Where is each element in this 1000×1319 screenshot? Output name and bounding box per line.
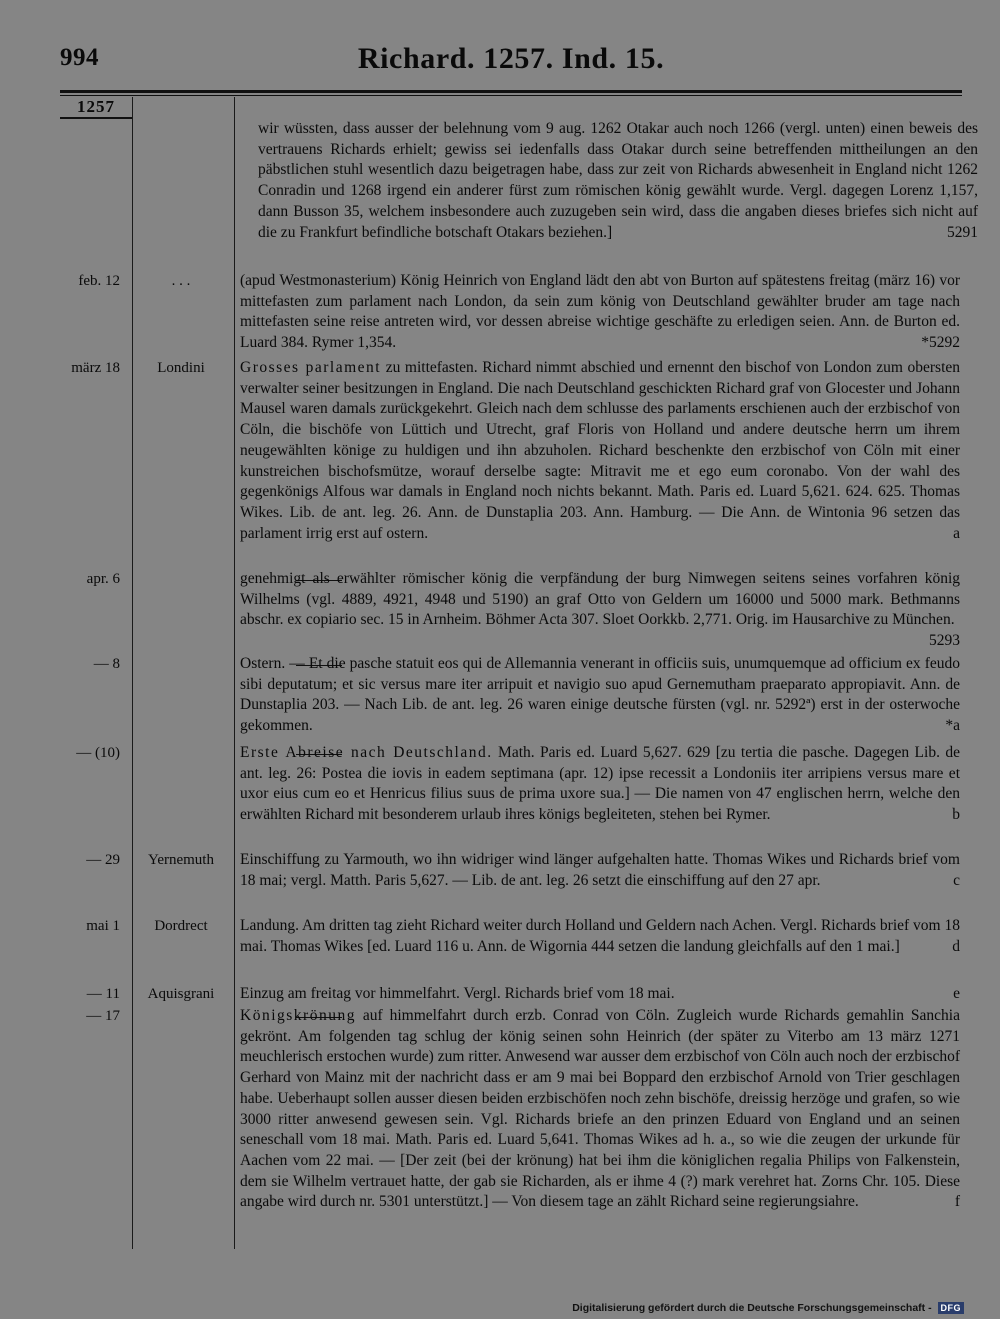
column-divider-place	[234, 97, 235, 1249]
entry-date: — 17	[86, 1008, 120, 1024]
regest-number: a	[953, 524, 960, 542]
entry-body: zu mittefasten. Richard nimmt abschied und ernennt den bischof von London zum obersten verwalter seiner besitzungen in England. Die nach Deutschland geschickten Richard graf von Glocester und Johann Mausel waren damals zurückgekehrt. Gleich nach dem schlusse des parlaments erschienen auch der erzbischof von Cöln, die bischöfe von Lüttich und Utrecht, graf Floris von Holland und andere deutsche herrn um ihrem neugewählten könige zu huldigen und ihn abzuholen. Richard beschenkte den erzbischof von Cöln mit einer kunstreichen bischofsmütze, worauf derselbe sagte: Mitravit me et ego eum coronabo. Von der wahl des gegenkönigs Alfous war damals in England noch nichts bekannt. Math. Paris ed. Luard 5,621. 624. 625. Thomas Wikes. Lib. de ant. leg. 26. Ann. de Dunstaplia 203. Ann. Hamburg. — Die Ann. de Wintonia 96 setzen das parlament irrig erst auf ostern.	[240, 359, 961, 542]
entry-text	[240, 1006, 960, 1213]
header-rule-thick	[60, 90, 962, 93]
entry-text	[240, 358, 960, 544]
entry-lead: Erste Abreise nach Deutschland.	[240, 744, 493, 761]
entry-text	[240, 271, 960, 354]
entry-body: wir wüssten, dass ausser der belehnung vom 9 aug. 1262 Otakar auch noch 1266 (vergl. unten) einen beweis des vertrauens Richards erhielt; gewiss sei iedenfalls dass Otakar durch seine betreffenden mittheilungen an den päbstlichen stuhl wesentlich dazu beigetragen habe, dass zur zeit von Richards abwesenheit in England nicht 1262 Conradin und 1268 irgend ein anderer fürst zum römischen könig gewählt wurde. Vergl. dagegen Lorenz 1,157, dann Busson 35, welchem insbesondere auch zuzugeben sein wird, dass die angaben dieses briefes sich nicht auf die zu Frankfurt befindliche botschaft Otakars beziehen.]	[258, 120, 978, 241]
entry-body: genehmigt als erwählter römischer könig die verpfändung der burg Nimwegen seitens seines vorfahren könig Wilhelms (vgl. 4889, 4921, 4948 und 5190) an graf Otto von Geldern um 16000 und 5000 mark. Bethmanns abschr. ex copiario sec. 15 in Arnheim. Böhmer Acta 307. Sloet Oorkkb. 2,771. Orig. im Hausarchive zu München.	[240, 570, 960, 629]
entry-text	[240, 984, 960, 1005]
regest-number: e	[953, 985, 960, 1002]
regest-number: d	[952, 937, 960, 955]
regest-number: *a	[945, 717, 960, 735]
column-divider-date	[132, 97, 133, 1249]
entry-date: mai 1	[86, 918, 120, 934]
entry-text	[240, 569, 960, 652]
entry-lead: Grosses parlament	[240, 359, 382, 376]
entry-place: Yernemuth	[148, 852, 214, 868]
funding-footer	[572, 1302, 964, 1314]
entry-date: märz 18	[71, 360, 120, 376]
running-title: Richard. 1257. Ind. 15.	[357, 42, 665, 75]
entry-place: Londini	[157, 360, 205, 376]
regest-number: f	[954, 1193, 960, 1211]
entry-date: — 11	[86, 986, 120, 1002]
regest-number: 5291	[947, 223, 978, 241]
page-number: 994	[60, 44, 99, 71]
entry-date: — 29	[86, 852, 120, 868]
entry-body: Ostern. — Et die pasche statuit eos qui de Allemannia venerant in officiis suis, unumquemque ad officium ex feudo sibi deputatum; et sic versus mare iter arripuit et navigio suo apud Gernemutham praeparato appropiavit. Ann. de Dunstaplia 203. — Nach Lib. de ant. leg. 26 waren einige deutsche fürsten (vgl. nr. 5292ª) erst in der osterwoche gekommen.	[240, 655, 960, 735]
entry-date: — (10)	[76, 745, 120, 761]
entry-text	[240, 654, 960, 737]
page-header	[60, 42, 962, 78]
entry-body: Math. Paris ed. Luard 5,627. 629 [zu tertia die pasche. Dagegen Lib. de ant. leg. 26: Postea die iovis in eadem septimana (apr. 12) ipse recessit a Londoniis iter arripiens versus mare et uxor eius cum eo et Henricus filius suus de prima uxore sua.] — Die namen von 47 englischen herrn, welche den erwählten Richard mit besonderem urlaub ihres königs begleiteten, stehen bei Rymer.	[240, 744, 960, 824]
regest-number: c	[953, 871, 960, 889]
year-label: 1257	[60, 97, 132, 119]
regest-number: b	[952, 806, 960, 824]
entry-body: Einzug am freitag vor himmelfahrt. Vergl. Richards brief vom 18 mai.	[240, 985, 675, 1002]
dfg-logo: DFG	[938, 1302, 965, 1314]
entry-date: — 8	[93, 656, 120, 672]
footer-text: Digitalisierung gefördert durch die Deutsche Forschungsgemeinschaft -	[572, 1302, 932, 1314]
entry-text	[240, 743, 960, 826]
entry-lead: Königskrönung	[240, 1007, 356, 1024]
regest-number: 5293	[929, 632, 960, 650]
entry-place: . . .	[171, 273, 191, 289]
entry-text	[240, 119, 978, 243]
entry-text	[240, 850, 960, 891]
entry-date: feb. 12	[78, 273, 120, 289]
entry-date: apr. 6	[86, 571, 120, 587]
entry-body: Landung. Am dritten tag zieht Richard weiter durch Holland und Geldern nach Achen. Vergl. Richards brief vom 18 mai. Thomas Wikes [ed. Luard 116 u. Ann. de Wigornia 444 setzen die landung gleichfalls auf den 1 mai.]	[240, 917, 960, 955]
entry-body: auf himmelfahrt durch erzb. Conrad von Cöln. Zugleich wurde Richards gemahlin Sanchia gekrönt. Am folgenden tag schlug der könig seinen sohn Heinrich (der später zu Viterbo am 13 märz 1271 meuchlerisch erstochen wurde) zum ritter. Anwesend war ausser dem erzbischof von Cöln auch noch der erzbischof Gerhard von Mainz mit der nachricht dass er am 9 mai bei Boppard den erzbischof Arnold von Trier geschlagen habe. Ueberhaupt sollen ausser diesen beiden erzbischöfen noch zehn bischöfe, dreissig herzöge und grafen, so wie 3000 ritter anwesend gewesen sein. Vgl. Richards briefe an den prinzen Eduard von England und an seinen seneschall vom 18 mai. Math. Paris ed. Luard 5,641. Thomas Wikes ad h. a., so wie die zeugen der urkunde für Aachen vom 22 mai. — [Der zeit (bei der krönung) hat bei ihm die königlichen regalia Philips von Falkenstein, dem sie Wilhelm vertrauet hatte, der gab sie Richarden, als er ihme 4 (?) mark verehret hat. Zorns Chr. 105. Diese angabe wird durch nr. 5301 unterstützt.] — Von diesem tage an zählt Richard seine regierungsiahre.	[240, 1007, 960, 1211]
header-rule-thin	[60, 95, 962, 96]
entry-text	[240, 916, 960, 957]
entry-body: Einschiffung zu Yarmouth, wo ihn widriger wind länger aufgehalten hatte. Thomas Wikes und Richards brief vom 18 mai; vergl. Matth. Paris 5,627. — Lib. de ant. leg. 26 setzt die einschiffung auf den 27 apr.	[240, 851, 960, 889]
entry-place: Dordrect	[154, 918, 208, 934]
entry-place: Aquisgrani	[147, 986, 215, 1002]
regest-number: *5292	[921, 334, 960, 352]
entry-body: (apud Westmonasterium) König Heinrich von England lädt den abt von Burton auf spätestens freitag (märz 16) vor mittefasten zum parlament nach London, da sein zum könig von Deutschland gewählter bruder am tage nach mittefasten seine reise antreten wird, vor dessen abreise wichtige geschäfte zu erledigen seien. Ann. de Burton ed. Luard 384. Rymer 1,354.	[240, 272, 960, 352]
